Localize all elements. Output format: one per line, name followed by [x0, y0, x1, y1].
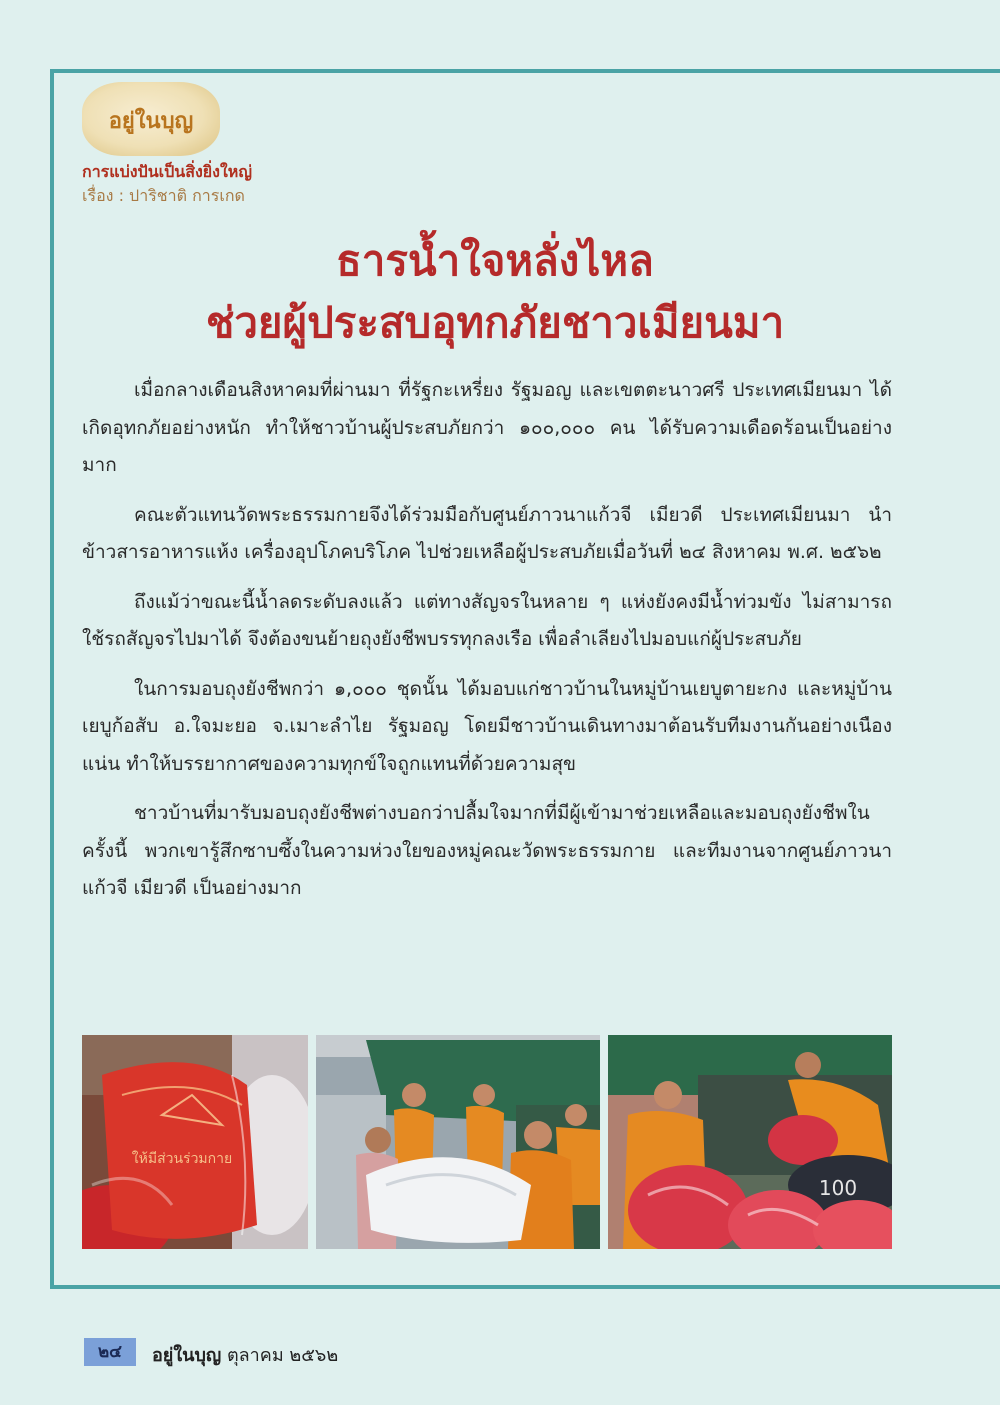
- page-number: ๒๔: [84, 1338, 136, 1366]
- footer-issue-date: ตุลาคม ๒๕๖๒: [226, 1345, 339, 1366]
- article-title-line-1: ธารน้ำใจหลั่งไหล: [336, 236, 654, 285]
- footer-magazine-issue: [152, 1340, 338, 1369]
- byline: เรื่อง : ปาริชาติ การเกด: [82, 186, 245, 205]
- paragraph: ในการมอบถุงยังชีพกว่า ๑,๐๐๐ ชุดนั้น ได้มอบแก่ชาวบ้านในหมู่บ้านเยบูตายะกง และหมู่บ้านเยบูก้อสับ อ.ใจมะยอ จ.เมาะลำไย รัฐมอญ โดยมีชาวบ้านเดินทางมาต้อนรับทีมงานกันอย่างเนืองแน่น ทำให้บรรยากาศของความทุกข์ใจถูกแทนที่ด้วยความสุข: [82, 677, 892, 775]
- photo-relief-bags: [82, 1035, 308, 1249]
- paragraph: คณะตัวแทนวัดพระธรรมกายจึงได้ร่วมมือกับศูนย์ภาวนาแก้วจี เมียวดี ประเทศเมียนมา นำข้าวสารอาหารแห้ง เครื่องอุปโภคบริโภค ไปช่วยเหลือผู้ประสบภัยเมื่อวันที่ ๒๔ สิงหาคม พ.ศ. ๒๕๖๒: [82, 503, 892, 563]
- svg-text:100: 100: [818, 1176, 858, 1200]
- photo-monks-truck: [608, 1035, 892, 1249]
- paragraph: ถึงแม้ว่าขณะนี้น้ำลดระดับลงแล้ว แต่ทางสัญจรในหลาย ๆ แห่งยังคงมีน้ำท่วมขัง ไม่สามารถใช้รถสัญจรไปมาได้ จึงต้องขนย้ายถุงยังชีพบรรทุกลงเรือ เพื่อลำเลียงไปมอบแก่ผู้ประสบภัย: [82, 590, 892, 650]
- photo-monks-loading: [316, 1035, 600, 1249]
- svg-text:ให้มีส่วนร่วมกาย: ให้มีส่วนร่วมกาย: [131, 1151, 233, 1167]
- footer-magazine-name: อยู่ในบุญ: [152, 1345, 222, 1366]
- section-title: การแบ่งปันเป็นสิ่งยิ่งใหญ่: [82, 162, 252, 181]
- magazine-logo: [82, 82, 220, 156]
- paragraph: เมื่อกลางเดือนสิงหาคมที่ผ่านมา ที่รัฐกะเหรี่ยง รัฐมอญ และเขตตะนาวศรี ประเทศเมียนมา ได้เกิดอุทกภัยอย่างหนัก ทำให้ชาวบ้านผู้ประสบภัยกว่า ๑๐๐,๐๐๐ คน ได้รับความเดือดร้อนเป็นอย่างมาก: [82, 379, 892, 476]
- article-body: [82, 372, 892, 920]
- paragraph: ชาวบ้านที่มารับมอบถุงยังชีพต่างบอกว่าปลื้มใจมากที่มีผู้เข้ามาช่วยเหลือและมอบถุงยังชีพในครั้งนี้ พวกเขารู้สึกซาบซึ้งในความห่วงใยของหมู่คณะวัดพระธรรมกาย และทีมงานจากศูนย์ภาวนาแก้วจี เมียวดี เป็นอย่างมาก: [82, 802, 892, 899]
- article-title-line-2: ช่วยผู้ประสบอุทกภัยชาวเมียนมา: [205, 298, 785, 347]
- logo-text: อยู่ในบุญ: [108, 108, 194, 134]
